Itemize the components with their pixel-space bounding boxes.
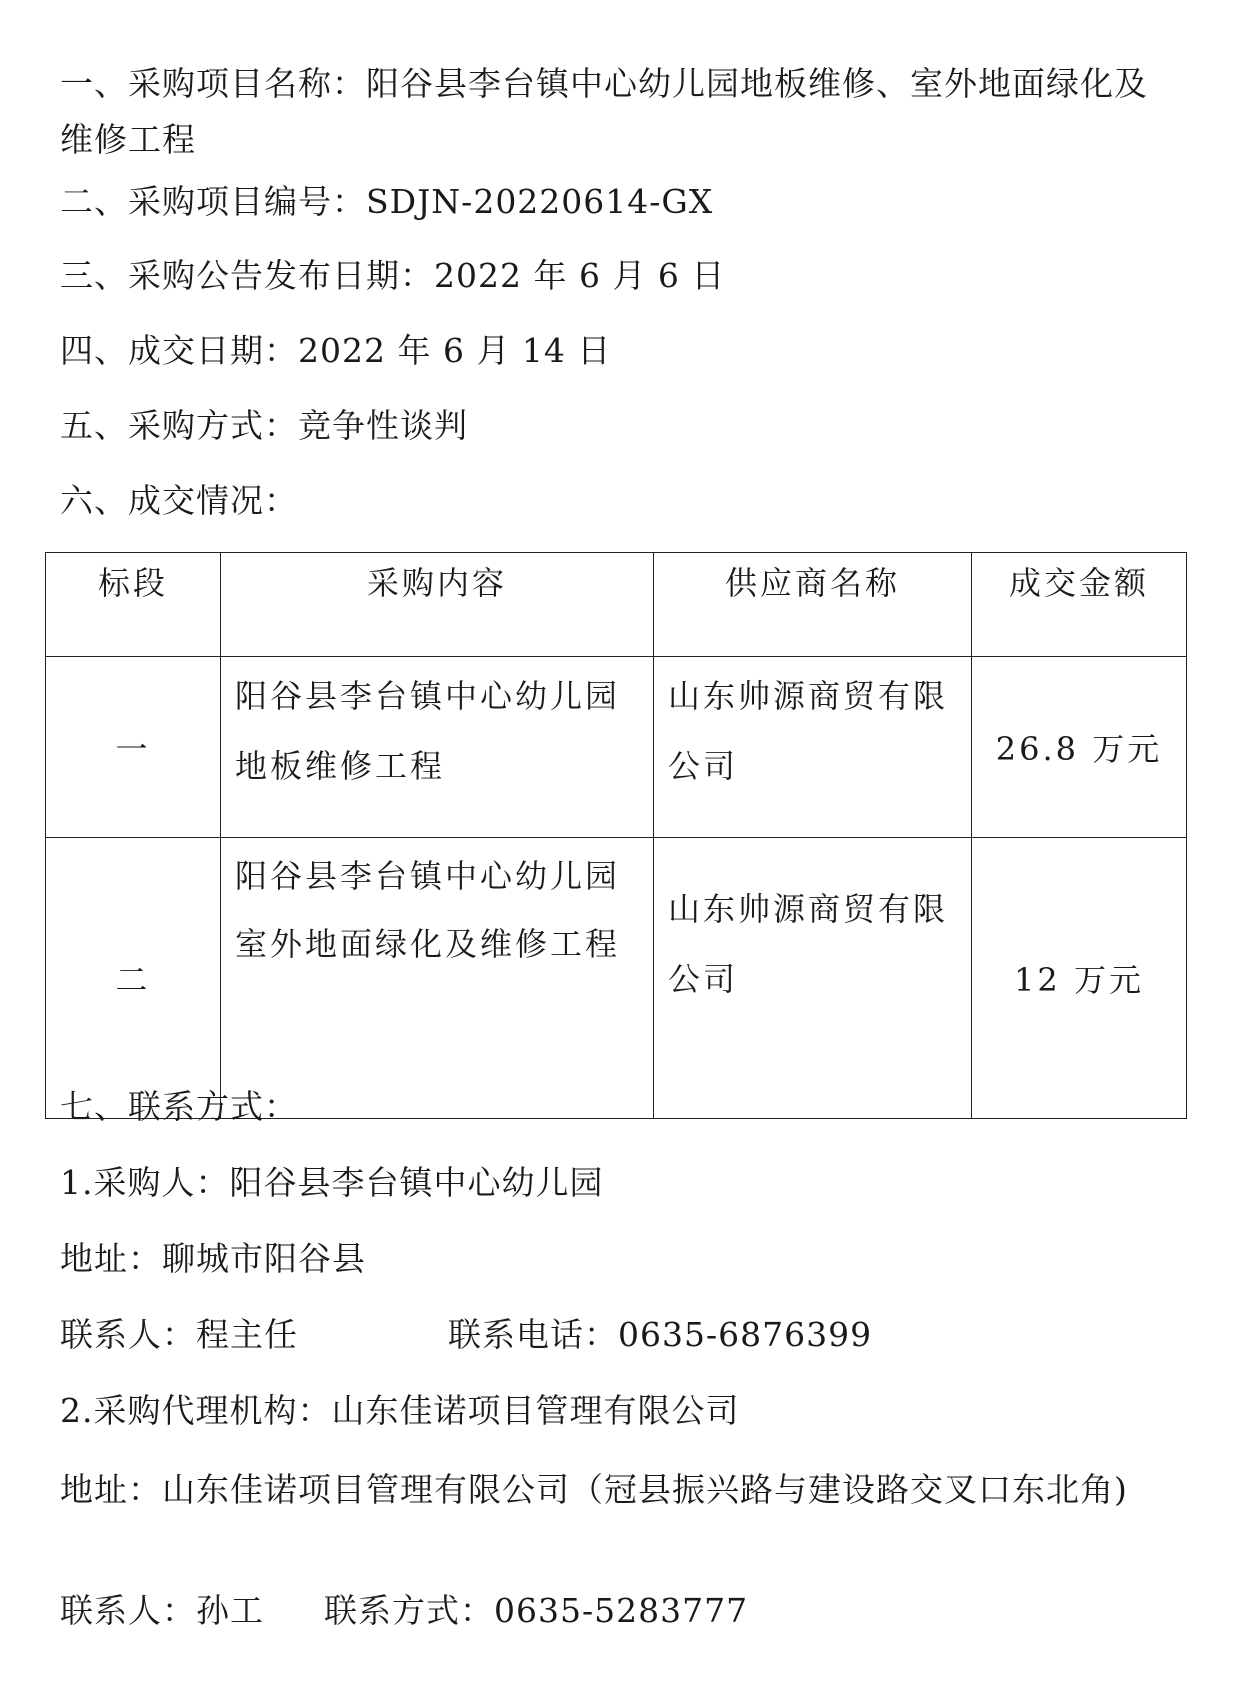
notice-date: 三、采购公告发布日期：2022 年 6 月 6 日 <box>60 256 726 295</box>
agency-contact-line <box>60 1590 1180 1632</box>
table-row <box>46 657 1187 838</box>
agency-phone: 联系方式：0635-5283777 <box>324 1591 749 1630</box>
purchaser-name: 1.采购人：阳谷县李台镇中心幼儿园 <box>60 1163 604 1202</box>
project-number: 二、采购项目编号：SDJN-20220614-GX <box>60 182 714 221</box>
result-table <box>45 552 1187 1119</box>
agency-name: 2.采购代理机构：山东佳诺项目管理有限公司 <box>60 1391 740 1430</box>
table-header-row <box>46 553 1187 657</box>
purchaser-contact-line <box>60 1314 1180 1356</box>
supplier-cell: 山东帅源商贸有限公司 <box>654 657 972 838</box>
amount-cell: 12 万元 <box>972 838 1187 1119</box>
procurement-method: 五、采购方式：竞争性谈判 <box>60 406 468 445</box>
header-segment: 标段 <box>46 553 221 657</box>
purchaser-contact: 联系人：程主任 <box>60 1315 298 1354</box>
content-cell: 阳谷县李台镇中心幼儿园室外地面绿化及维修工程 <box>221 838 654 1119</box>
purchaser-phone: 联系电话：0635-6876399 <box>448 1315 873 1354</box>
purchaser-address: 地址：聊城市阳谷县 <box>60 1239 366 1278</box>
deal-date: 四、成交日期：2022 年 6 月 14 日 <box>60 331 612 370</box>
header-supplier: 供应商名称 <box>654 553 972 657</box>
supplier-cell: 山东帅源商贸有限公司 <box>654 838 972 1119</box>
segment-cell: 一 <box>46 657 221 838</box>
content-cell: 阳谷县李台镇中心幼儿园地板维修工程 <box>221 657 654 838</box>
table-row <box>46 838 1187 1119</box>
segment-cell: 二 <box>46 838 221 1119</box>
result-heading: 六、成交情况： <box>60 481 298 520</box>
contact-heading: 七、联系方式： <box>60 1087 298 1126</box>
header-amount: 成交金额 <box>972 553 1187 657</box>
project-name: 一、采购项目名称：阳谷县李台镇中心幼儿园地板维修、室外地面绿化及维修工程 <box>60 64 1148 159</box>
agency-address: 地址：山东佳诺项目管理有限公司（冠县振兴路与建设路交叉口东北角) <box>60 1470 1128 1509</box>
header-content: 采购内容 <box>221 553 654 657</box>
agency-contact: 联系人：孙工 <box>60 1591 264 1630</box>
amount-cell: 26.8 万元 <box>972 657 1187 838</box>
